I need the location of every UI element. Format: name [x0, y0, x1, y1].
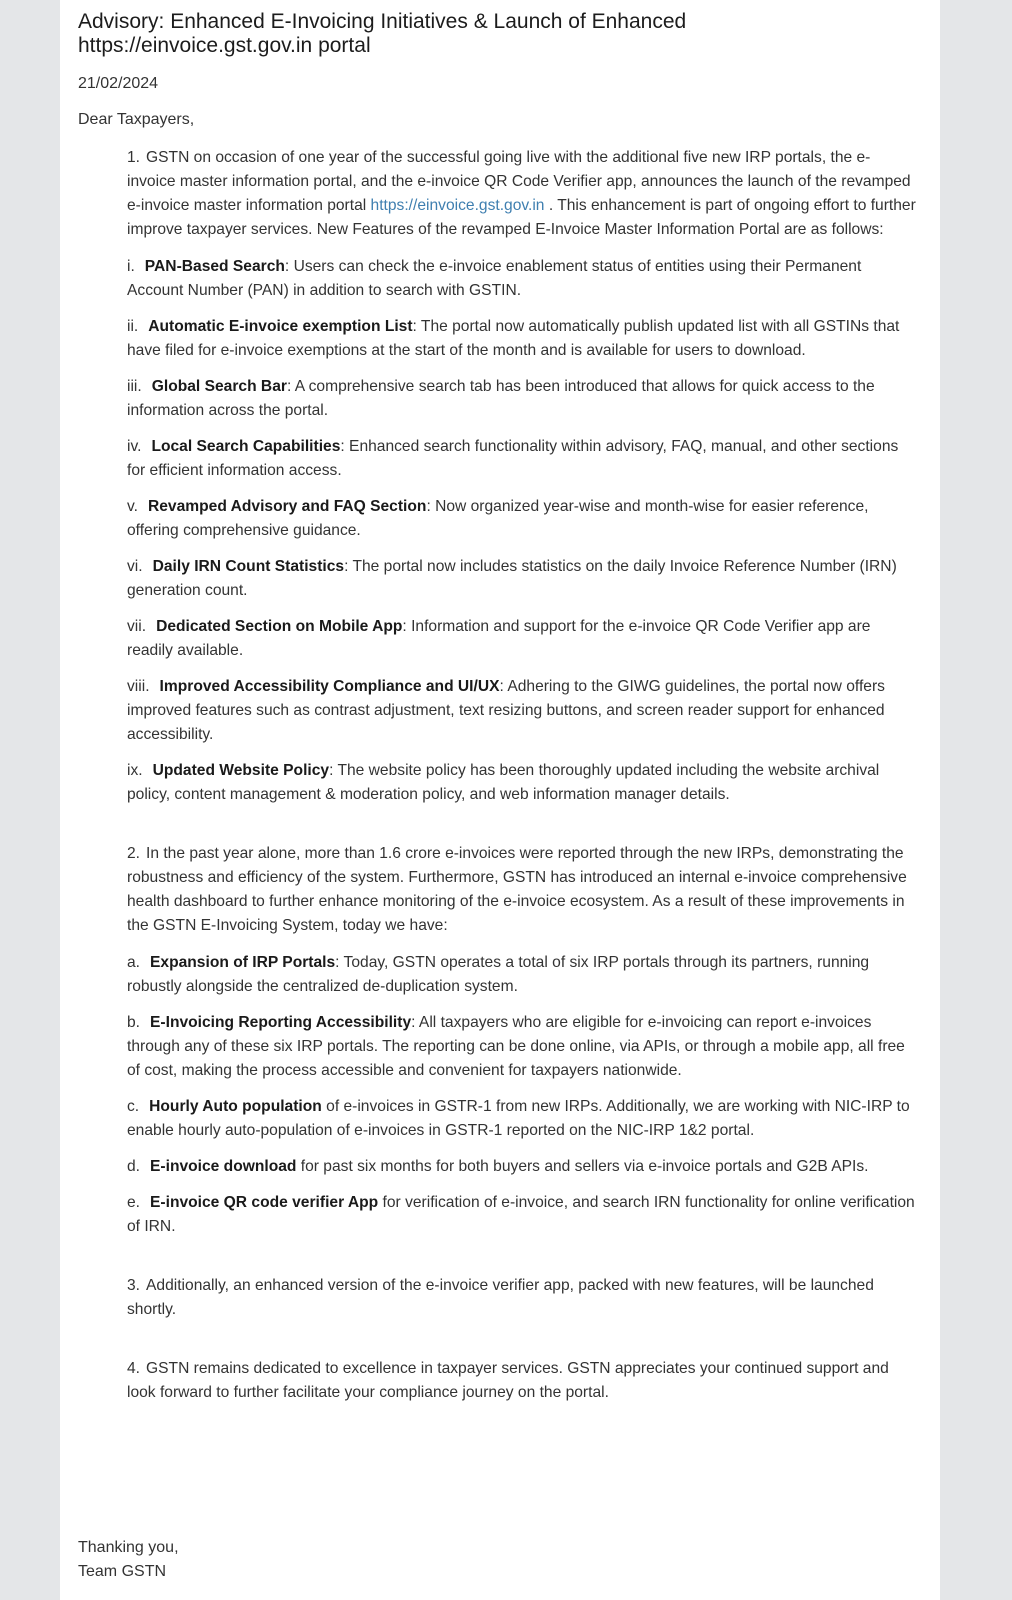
page-title: Advisory: Enhanced E-Invoicing Initiatives & Launch of Enhanced https://einvoice.gst.gov.in portal	[78, 10, 687, 57]
section-3	[127, 1274, 917, 1322]
list-item-term: Global Search Bar	[151, 378, 287, 395]
list-item-term: Local Search Capabilities	[151, 438, 341, 455]
list-item	[127, 759, 917, 807]
list-marker: ii.	[127, 318, 139, 335]
greeting: Dear Taxpayers,	[78, 111, 195, 128]
list-item-text: : Adhering to the GIWG guidelines, the portal now offers improved features such as contrast adjustment, text resizing buttons, and screen reader support for enhanced accessibility.	[127, 678, 885, 743]
section-text: GSTN remains dedicated to excellence in taxpayer services. GSTN appreciates your continued support and look forward to further facilitate your compliance journey on the portal.	[127, 1360, 889, 1401]
list-item	[127, 951, 917, 999]
list-item-text: : The portal now automatically publish updated list with all GSTINs that have filed for e-invoice exemptions at the start of the month and is available for users to download.	[127, 318, 900, 359]
list-item-term: E-invoice QR code verifier App	[150, 1194, 379, 1211]
list-item-term: E-invoice download	[150, 1158, 297, 1175]
list-marker: b.	[127, 1014, 141, 1031]
list-marker: c.	[127, 1098, 140, 1115]
list-item	[127, 1095, 917, 1143]
section-4	[127, 1357, 917, 1405]
list-marker: a.	[127, 954, 141, 971]
section-number: 4.	[127, 1360, 141, 1377]
list-item-text: : All taxpayers who are eligible for e-invoicing can report e-invoices through any of these six IRP portals. The reporting can be done online, via APIs, or through a mobile app, all free of cost, making the process accessible and convenient for taxpayers nationwide.	[127, 1014, 905, 1079]
list-marker: iii.	[127, 378, 142, 395]
section-text: . This enhancement is part of ongoing effort to further improve taxpayer services. New Features of the revamped E-Invoice Master Information Portal are as follows:	[127, 197, 916, 238]
list-marker: ix.	[127, 762, 143, 779]
portal-link[interactable]: https://einvoice.gst.gov.in	[370, 197, 545, 214]
feature-list	[127, 255, 917, 807]
list-item-text: of e-invoices in GSTR-1 from new IRPs. Additionally, we are working with NIC-IRP to enable hourly auto-population of e-invoices in GSTR-1 reported on the NIC-IRP 1&2 portal.	[127, 1098, 910, 1139]
list-item-term: E-Invoicing Reporting Accessibility	[150, 1014, 412, 1031]
section-1-intro	[127, 146, 917, 242]
list-item-text: : Users can check the e-invoice enablement status of entities using their Permanent Account Number (PAN) in addition to search with GSTIN.	[127, 258, 862, 299]
list-item	[127, 555, 917, 603]
list-item-term: Updated Website Policy	[152, 762, 330, 779]
list-item	[127, 1011, 917, 1083]
list-item-text: : A comprehensive search tab has been introduced that allows for quick access to the information across the portal.	[127, 378, 875, 419]
list-item	[127, 675, 917, 747]
list-item-term: Revamped Advisory and FAQ Section	[147, 498, 427, 515]
section-number: 2.	[127, 845, 141, 862]
list-item-text: : The portal now includes statistics on the daily Invoice Reference Number (IRN) generation count.	[127, 558, 897, 599]
list-item-text: : Enhanced search functionality within advisory, FAQ, manual, and other sections for efficient information access.	[127, 438, 899, 479]
advisory-page	[60, 0, 940, 1600]
section-text: In the past year alone, more than 1.6 crore e-invoices were reported through the new IRPs, demonstrating the robustness and efficiency of the system. Furthermore, GSTN has introduced an internal e-invoice comprehensive health dashboard to further enhance monitoring of the e-invoice ecosystem. As a result of these improvements in the GSTN E-Invoicing System, today we have:	[127, 845, 907, 934]
list-item-term: Automatic E-invoice exemption List	[148, 318, 413, 335]
list-marker: iv.	[127, 438, 142, 455]
list-marker: i.	[127, 258, 135, 275]
list-item-text: for verification of e-invoice, and search IRN functionality for online verification of IRN.	[127, 1194, 915, 1235]
list-item-term: Expansion of IRP Portals	[150, 954, 336, 971]
closing	[78, 1536, 179, 1584]
list-item	[127, 615, 917, 663]
list-item	[127, 375, 917, 423]
achievement-list	[127, 951, 917, 1239]
list-item	[127, 435, 917, 483]
list-marker: e.	[127, 1194, 141, 1211]
list-marker: vii.	[127, 618, 147, 635]
list-marker: viii.	[127, 678, 150, 695]
list-item	[127, 1191, 917, 1239]
list-marker: vi.	[127, 558, 143, 575]
list-item-term: Dedicated Section on Mobile App	[156, 618, 403, 635]
section-text: GSTN on occasion of one year of the successful going live with the additional five new IRP portals, the e-invoice master information portal, and the e-invoice QR Code Verifier app, announces the launch of the revamped e-invoice master information portal	[127, 149, 911, 214]
list-item	[127, 315, 917, 363]
signature: Team GSTN	[78, 1563, 167, 1580]
list-marker: d.	[127, 1158, 141, 1175]
list-item-term: Improved Accessibility Compliance and UI/UX	[159, 678, 500, 695]
section-text: Additionally, an enhanced version of the e-invoice verifier app, packed with new features, will be launched shortly.	[127, 1277, 874, 1318]
advisory-body	[127, 146, 917, 1418]
section-number: 3.	[127, 1277, 141, 1294]
advisory-date: 21/02/2024	[78, 75, 159, 92]
list-item-text: : Information and support for the e-invoice QR Code Verifier app are readily available.	[127, 618, 871, 659]
list-item	[127, 1155, 917, 1179]
closing-line: Thanking you,	[78, 1539, 179, 1556]
list-item-text: : Now organized year-wise and month-wise for easier reference, offering comprehensive guidance.	[127, 498, 869, 539]
list-item-text: : Today, GSTN operates a total of six IRP portals through its partners, running robustly alongside the centralized de-duplication system.	[127, 954, 870, 995]
list-item-text: : The website policy has been thoroughly updated including the website archival policy, content management & moderation policy, and web information manager details.	[127, 762, 880, 803]
list-item	[127, 495, 917, 543]
list-item-term: Daily IRN Count Statistics	[152, 558, 345, 575]
section-number: 1.	[127, 149, 141, 166]
section-2-intro	[127, 842, 917, 938]
list-item-term: Hourly Auto population	[149, 1098, 322, 1115]
list-marker: v.	[127, 498, 138, 515]
list-item-text: for past six months for both buyers and sellers via e-invoice portals and G2B APIs.	[296, 1158, 869, 1175]
list-item	[127, 255, 917, 303]
list-item-term: PAN-Based Search	[144, 258, 285, 275]
